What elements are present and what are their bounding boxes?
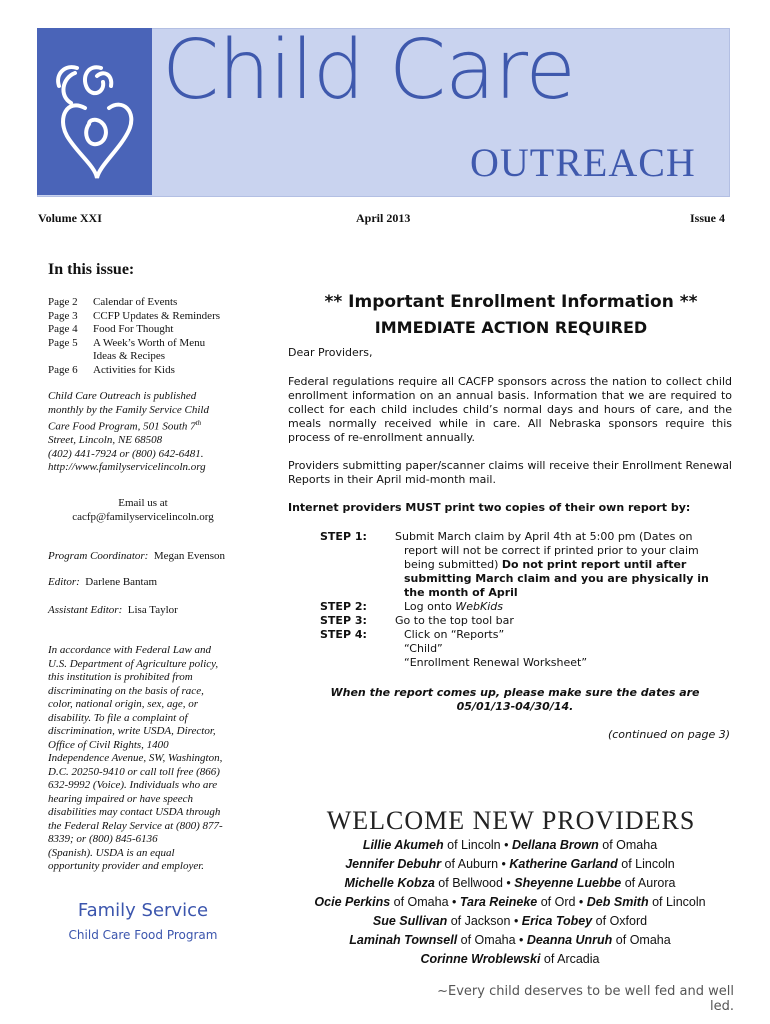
- provider-separator: •: [510, 914, 522, 928]
- website-link[interactable]: http://www.familyservicelincoln.org: [48, 461, 206, 474]
- legal-line: 8339; or (800) 845-6136: [48, 833, 158, 845]
- legal-line: discrimination, write USDA, Director,: [48, 725, 216, 737]
- provider-name: Jennifer Debuhr: [345, 857, 442, 871]
- family-service-logo-program: Child Care Food Program: [68, 928, 218, 942]
- step-line-text: Log onto: [404, 600, 452, 613]
- masthead-title: Child Care: [162, 23, 575, 118]
- provider-row: [282, 874, 738, 893]
- provider-name: Deanna Unruh: [526, 933, 613, 947]
- step-item: [320, 614, 740, 628]
- internet-providers-notice: Internet providers MUST print two copies of their own report by:: [288, 501, 691, 514]
- provider-row: [282, 912, 738, 931]
- toc-row: [48, 310, 243, 324]
- step-label: STEP 1:: [320, 530, 367, 543]
- toc-row: [48, 337, 243, 364]
- provider-separator: •: [498, 857, 510, 871]
- provider-city: of Omaha: [598, 838, 658, 852]
- toc-row: [48, 296, 243, 310]
- provider-separator: •: [500, 838, 512, 852]
- paragraph-regulations: Federal regulations require all CACFP sponsors across the nation to collect child enrollment information on an annual basis. Information that we are required to collect for each child includes child’s normal days and hours of care, and the meals normally received while in care. All Nebraska sponsors require this process of re-enrollment annually.: [288, 375, 732, 444]
- masthead-subtitle: OUTREACH: [470, 140, 696, 185]
- note-line: 05/01/13-04/30/14.: [456, 700, 574, 713]
- welcome-heading: WELCOME NEW PROVIDERS: [326, 806, 696, 835]
- provider-city: of Lincoln: [617, 857, 675, 871]
- issue-date: April 2013: [356, 211, 411, 225]
- provider-name: Katherine Garland: [509, 857, 618, 871]
- in-this-issue-heading: In this issue:: [48, 261, 135, 278]
- step-item: [320, 628, 740, 670]
- provider-row: [282, 836, 738, 855]
- toc-desc: Activities for Kids: [93, 363, 175, 376]
- staff-name: Megan Evenson: [153, 550, 226, 562]
- legal-line: hearing impaired or have speech: [48, 792, 194, 805]
- toc-desc: Calendar of Events: [93, 296, 178, 308]
- toc-row: [48, 364, 243, 378]
- staff-role: Assistant Editor:: [48, 604, 123, 616]
- provider-row: [282, 893, 738, 912]
- step-line: Click on “Reports”: [404, 628, 505, 641]
- provider-city: of Oxford: [592, 914, 648, 928]
- provider-separator: •: [502, 876, 515, 890]
- email-label: Email us at: [118, 497, 168, 509]
- provider-city: of Omaha: [390, 895, 449, 909]
- step-line: report will not be correct if printed prior to your claim: [404, 544, 699, 557]
- provider-city: of Omaha: [612, 933, 671, 947]
- step-line: [395, 558, 730, 572]
- pub-line-text: Care Food Program, 501 South 7: [48, 420, 196, 433]
- staff-name: Lisa Taylor: [127, 604, 178, 616]
- step-warning: Do not print report until after: [501, 558, 687, 571]
- provider-city: of Lincoln: [443, 838, 501, 852]
- staff-role: Editor:: [48, 576, 80, 588]
- legal-line: this institution is prohibited from: [48, 671, 193, 683]
- toc-page: Page 6: [48, 363, 78, 376]
- toc-desc: CCFP Updates & Reminders: [93, 309, 221, 322]
- step-item: [320, 530, 740, 600]
- provider-city: of Omaha: [457, 933, 516, 947]
- step-text: Go to the top tool bar: [395, 614, 514, 627]
- provider-name: Sue Sullivan: [372, 914, 448, 928]
- legal-line: color, national origin, sex, age, or: [48, 698, 199, 710]
- provider-separator: •: [575, 895, 587, 909]
- pub-line: monthly by the Family Service Child: [48, 403, 209, 416]
- pub-line: [48, 417, 238, 434]
- provider-name: Corinne Wroblewski: [420, 952, 541, 966]
- provider-city: of Arcadia: [540, 952, 600, 966]
- program-coordinator: [48, 550, 225, 562]
- provider-name: Erica Tobey: [521, 914, 593, 928]
- toc-page: Page 3: [48, 309, 78, 322]
- provider-name: Michelle Kobza: [344, 876, 435, 890]
- step-line: Submit March claim by April 4th at 5:00 pm (Dates on: [395, 530, 693, 543]
- legal-line: In accordance with Federal Law and: [48, 644, 212, 656]
- provider-name: Sheyenne Luebbe: [514, 876, 622, 890]
- publication-info: [48, 390, 238, 475]
- email-link[interactable]: cacfp@familyservicelincoln.org: [72, 511, 214, 523]
- table-of-contents: [48, 296, 243, 377]
- assistant-editor: [48, 604, 178, 616]
- provider-city: of Aurora: [621, 876, 676, 890]
- toc-desc: Food For Thought: [93, 323, 174, 335]
- legal-line: discriminating on the basis of race,: [48, 684, 204, 697]
- pub-line: (402) 441-7924 or (800) 642-6481.: [48, 447, 204, 460]
- staff-name: Darlene Bantam: [85, 576, 158, 588]
- provider-name: Ocie Perkins: [314, 895, 391, 909]
- step-text: [395, 628, 730, 670]
- legal-line: opportunity provider and employer.: [48, 860, 205, 872]
- paragraph-paper-providers: Providers submitting paper/scanner claims will receive their Enrollment Renewal Reports in their April mid-month mail.: [288, 459, 732, 486]
- step-label: STEP 4:: [320, 628, 367, 641]
- step-text: [395, 530, 730, 600]
- provider-separator: •: [515, 933, 527, 947]
- pub-line-sup: th: [195, 419, 202, 427]
- note-line: When the report comes up, please make sure the dates are: [330, 686, 700, 699]
- provider-city: of Lincoln: [648, 895, 706, 909]
- step-text: [395, 600, 730, 614]
- provider-city: of Auburn: [441, 857, 499, 871]
- provider-name: Dellana Brown: [511, 838, 599, 852]
- provider-city: of Jackson: [447, 914, 511, 928]
- legal-line: (Spanish). USDA is an equal: [48, 846, 175, 859]
- steps-list: [320, 530, 740, 670]
- family-service-logo-name: Family Service: [77, 900, 209, 921]
- nondiscrimination-statement: [48, 644, 238, 874]
- webkids-link[interactable]: WebKids: [455, 600, 503, 613]
- provider-name: Tara Reineke: [459, 895, 538, 909]
- editor: [48, 576, 157, 588]
- legal-line: 632-9992 (Voice). Individuals who are: [48, 779, 218, 791]
- toc-row: [48, 323, 243, 337]
- provider-city: of Bellwood: [434, 876, 503, 890]
- new-providers-list: [282, 836, 738, 969]
- email-block: [48, 496, 238, 524]
- step-warning: the month of April: [404, 586, 518, 599]
- volume-label: Volume XXI: [38, 211, 102, 225]
- step-label: STEP 2:: [320, 600, 367, 613]
- step-line: “Enrollment Renewal Worksheet”: [404, 656, 588, 669]
- staff-role: Program Coordinator:: [48, 550, 149, 562]
- provider-name: Lillie Akumeh: [362, 838, 444, 852]
- legal-line: disabilities may contact USDA through: [48, 806, 221, 818]
- step-line-text: being submitted): [404, 558, 499, 571]
- provider-row: [282, 931, 738, 950]
- provider-row: [282, 950, 738, 969]
- step-warning: submitting March claim and you are physically in: [404, 572, 709, 585]
- issue-number: Issue 4: [690, 211, 726, 225]
- heart-children-logo-icon: [37, 28, 152, 195]
- provider-row: [282, 855, 738, 874]
- article-subheading: IMMEDIATE ACTION REQUIRED: [374, 318, 648, 337]
- provider-city: of Ord: [537, 895, 576, 909]
- legal-line: U.S. Department of Agriculture policy,: [48, 657, 219, 670]
- legal-line: disability. To file a complaint of: [48, 711, 188, 724]
- provider-name: Deb Smith: [586, 895, 649, 909]
- provider-name: Laminah Townsell: [349, 933, 458, 947]
- step-label: STEP 3:: [320, 614, 367, 627]
- legal-line: the Federal Relay Service at (800) 877-: [48, 819, 223, 832]
- date-check-note: [300, 686, 730, 714]
- toc-page: Page 2: [48, 296, 78, 308]
- pub-line: Child Care Outreach is published: [48, 390, 197, 402]
- step-item: [320, 600, 740, 614]
- article-heading: ** Important Enrollment Information **: [324, 292, 698, 312]
- motto: ~Every child deserves to be well fed and well led.: [437, 984, 734, 1014]
- toc-desc: A Week’s Worth of Menu Ideas & Recipes: [93, 336, 206, 362]
- pub-line: Street, Lincoln, NE 68508: [48, 434, 163, 447]
- legal-line: D.C. 20250-9410 or call toll free (866): [48, 765, 220, 778]
- provider-separator: •: [448, 895, 460, 909]
- legal-line: Independence Avenue, SW, Washington,: [48, 752, 223, 764]
- toc-page: Page 5: [48, 336, 78, 349]
- greeting: Dear Providers,: [288, 346, 373, 359]
- toc-page: Page 4: [48, 323, 78, 335]
- step-line: “Child”: [404, 642, 443, 655]
- legal-line: Office of Civil Rights, 1400: [48, 738, 169, 751]
- continued-note: (continued on page 3): [607, 728, 730, 741]
